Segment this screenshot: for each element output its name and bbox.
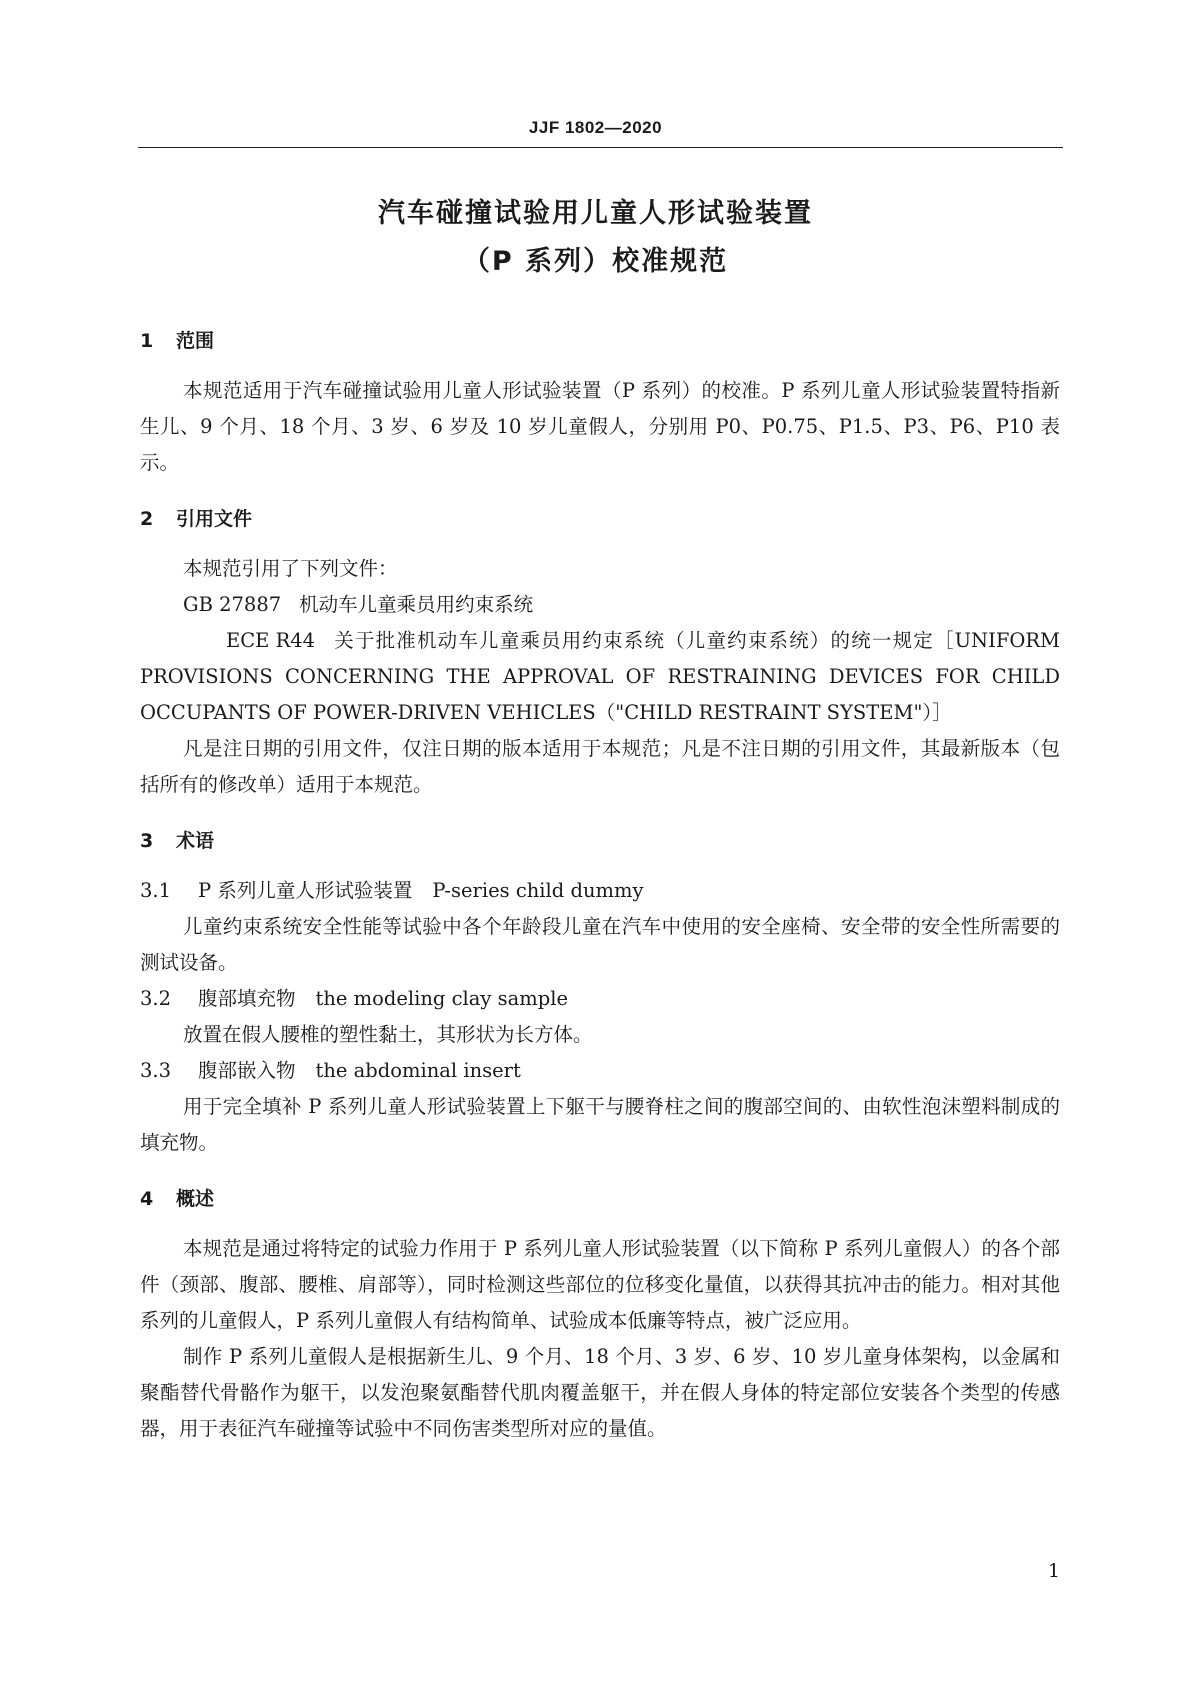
term-english: the modeling clay sample [315,987,568,1010]
term-definition: 用于完全填补 P 系列儿童人形试验装置上下躯干与腰脊柱之间的腹部空间的、由软性泡沫塑料制成的填充物。 [140,1095,1060,1154]
term-number: 3.1 [140,879,172,902]
reference-item [140,623,1060,731]
term-entry [140,873,1060,909]
term-english: P-series child dummy [432,879,644,902]
term-number: 3.2 [140,987,172,1010]
reference-code: GB 27887 [183,593,282,616]
section-number: 3 [140,830,154,852]
section-title: 引用文件 [176,508,253,530]
section-3-heading [140,823,1060,859]
reference-title: 关于批准机动车儿童乘员用约束系统（儿童约束系统）的统一规定［UNIFORM PROVISIONS CONCERNING THE APPROVAL OF RESTRAINING DEVICES FOR CHILD OCCUPANTS OF POWER-DRIVEN VEHICLES（"CHILD RESTRAINT SYSTEM"）］ [140,629,1060,724]
term-chinese: P 系列儿童人形试验装置 [198,879,413,902]
term-chinese: 腹部嵌入物 [198,1059,296,1082]
term-entry [140,1053,1060,1089]
references-note: 凡是注日期的引用文件，仅注日期的版本适用于本规范；凡是不注日期的引用文件，其最新版本（包括所有的修改单）适用于本规范。 [140,737,1060,796]
section-number: 4 [140,1188,154,1210]
term-english: the abdominal insert [315,1059,521,1082]
reference-code: ECE R44 [226,629,316,652]
term-definition: 儿童约束系统安全性能等试验中各个年龄段儿童在汽车中使用的安全座椅、安全带的安全性所需要的测试设备。 [140,915,1060,974]
section-4-heading [140,1181,1060,1217]
section-title: 范围 [176,330,215,352]
section-1-paragraph: 本规范适用于汽车碰撞试验用儿童人形试验装置（P 系列）的校准。P 系列儿童人形试验装置特指新生儿、9 个月、18 个月、3 岁、6 岁及 10 岁儿童假人，分别用 P0、P0.75、P1.5、P3、P6、P10 表示。 [140,379,1060,474]
running-header: JJF 1802—2020 [528,118,663,137]
document-body [140,323,1060,1447]
section-title: 概述 [176,1188,215,1210]
term-chinese: 腹部填充物 [198,987,296,1010]
reference-item [140,587,1060,623]
section-title: 术语 [176,830,215,852]
section-2-heading [140,501,1060,537]
reference-title: 机动车儿童乘员用约束系统 [299,593,534,616]
page-number: 1 [1047,1560,1060,1582]
section-4-paragraph-2: 制作 P 系列儿童假人是根据新生儿、9 个月、18 个月、3 岁、6 岁、10 岁儿童身体架构，以金属和聚酯替代骨骼作为躯干，以发泡聚氨酯替代肌肉覆盖躯干，并在假人身体的特定部位安装各个类型的传感器，用于表征汽车碰撞等试验中不同伤害类型所对应的量值。 [140,1345,1060,1440]
references-intro: 本规范引用了下列文件： [183,557,398,580]
term-number: 3.3 [140,1059,172,1082]
section-number: 2 [140,508,154,530]
section-number: 1 [140,330,154,352]
section-4-paragraph-1: 本规范是通过将特定的试验力作用于 P 系列儿童人形试验装置（以下简称 P 系列儿童假人）的各个部件（颈部、腹部、腰椎、肩部等），同时检测这些部位的位移变化量值，以获得其抗冲击的能力。相对其他系列的儿童假人，P 系列儿童假人有结构简单、试验成本低廉等特点，被广泛应用。 [140,1237,1060,1332]
section-1-heading [140,323,1060,359]
term-definition: 放置在假人腰椎的塑性黏土，其形状为长方体。 [183,1023,593,1046]
term-entry [140,981,1060,1017]
header-rule [138,147,1063,148]
title-line-2: （P 系列）校准规范 [462,246,729,277]
document-title [0,190,1191,286]
title-line-1: 汽车碰撞试验用儿童人形试验装置 [378,198,813,229]
